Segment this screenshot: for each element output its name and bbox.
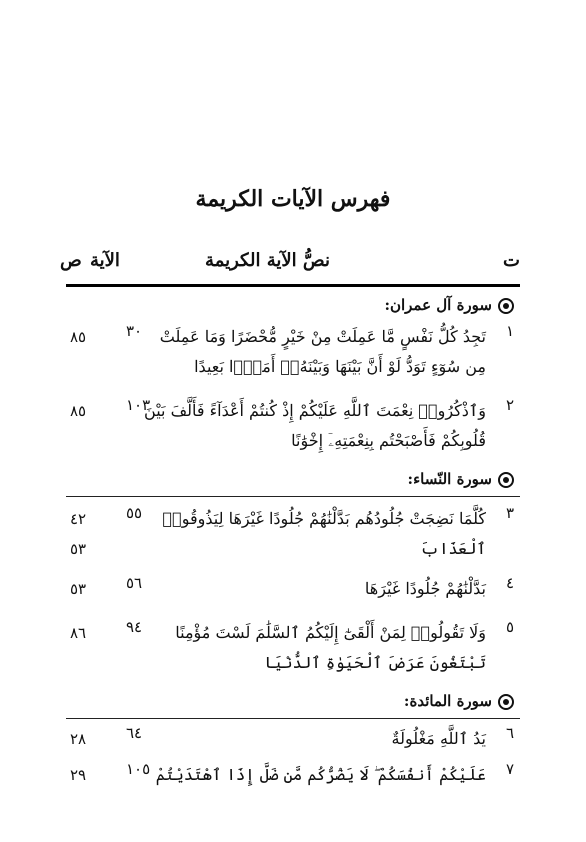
surah-name: سورة المائدة: bbox=[403, 692, 492, 710]
verse-number: ٣٠ bbox=[126, 322, 143, 340]
verse-text bbox=[144, 396, 486, 456]
verse-line: وَلَا تَقُولُوا۟ لِمَنْ أَلْقَىٰٓ إِلَيْكُمُ ٱلسَّلَٰمَ لَسْتَ مُؤْمِنًا bbox=[175, 623, 486, 642]
verse-text bbox=[155, 760, 486, 790]
verse-text bbox=[159, 322, 486, 382]
row-number: ١ bbox=[505, 322, 514, 340]
header-page: ص bbox=[60, 250, 82, 271]
row-number: ٦ bbox=[505, 724, 514, 742]
verse-number: ٦٤ bbox=[126, 724, 143, 742]
table-row bbox=[66, 574, 520, 604]
row-number: ٧ bbox=[505, 760, 514, 778]
page-number bbox=[70, 618, 86, 648]
row-number: ٤ bbox=[505, 574, 514, 592]
verse-line: عَلَيْكُمْ أَنفُسَكُمْ ۖ لَا يَضُرُّكُم مَّن ضَلَّ إِذَا ٱهْتَدَيْتُمْ bbox=[155, 765, 486, 784]
header-number: ت bbox=[503, 250, 520, 271]
page-ref: ٤٢ bbox=[70, 510, 87, 528]
verse-line: مِن سُوٓءٍ تَوَدُّ لَوْ أَنَّ بَيْنَهَا وَبَيْنَهُۥٓ أَمَدًۢا بَعِيدًا bbox=[194, 357, 486, 376]
page-ref: ٨٦ bbox=[70, 624, 87, 642]
verse-line: تَبْتَغُونَ عَرَضَ ٱلْحَيَوٰةِ ٱلدُّنْيَا bbox=[264, 653, 486, 672]
page-number bbox=[70, 724, 86, 754]
table-row bbox=[66, 396, 520, 456]
page-ref: ٥٣ bbox=[70, 540, 87, 558]
verse-line: تَجِدُ كُلُّ نَفْسٍ مَّا عَمِلَتْ مِنْ خَيْرٍ مُّحْضَرًا وَمَا عَمِلَتْ bbox=[159, 327, 486, 346]
verse-number: ٩٤ bbox=[126, 618, 143, 636]
verse-text bbox=[166, 618, 486, 678]
section-divider bbox=[66, 496, 520, 497]
surah-heading bbox=[384, 296, 514, 314]
ornament-icon bbox=[498, 472, 514, 488]
surah-name: سورة آل عمران: bbox=[384, 296, 492, 314]
table-header bbox=[60, 250, 520, 278]
page-number bbox=[70, 574, 86, 604]
verse-line: قُلُوبِكُمْ فَأَصْبَحْتُم بِنِعْمَتِهِۦٓ إِخْوَٰنًا bbox=[291, 431, 486, 450]
row-number: ٥ bbox=[505, 618, 514, 636]
header-verse-number: الآية bbox=[90, 250, 120, 271]
surah-heading bbox=[404, 692, 514, 710]
verse-number: ١٠٥ bbox=[126, 760, 151, 778]
page-number bbox=[70, 396, 86, 426]
section-divider bbox=[66, 718, 520, 719]
page-title: فهرس الآيات الكريمة bbox=[195, 186, 391, 212]
row-number: ٢ bbox=[505, 396, 514, 414]
ornament-icon bbox=[498, 694, 514, 710]
verse-number: ٥٦ bbox=[126, 574, 143, 592]
page-ref: ٢٨ bbox=[70, 730, 87, 748]
table-row bbox=[66, 322, 520, 382]
page-number bbox=[70, 760, 86, 790]
surah-name: سورة النّساء: bbox=[407, 470, 492, 488]
header-verse-text: نصُّ الآية الكريمة bbox=[205, 250, 330, 271]
verse-line: بَدَّلْنَٰهُمْ جُلُودًا غَيْرَهَا bbox=[364, 579, 486, 598]
verse-line: كُلَّمَا نَضِجَتْ جُلُودُهُم بَدَّلْنَٰهُمْ جُلُودًا غَيْرَهَا لِيَذُوقُوا۟ bbox=[162, 509, 486, 528]
verse-line: يَدُ ٱللَّهِ مَغْلُولَةٌ bbox=[391, 729, 486, 748]
verse-text bbox=[166, 574, 486, 604]
table-row bbox=[66, 618, 520, 678]
table-row bbox=[66, 760, 520, 790]
verse-number: ١٠٣ bbox=[126, 396, 151, 414]
surah-heading bbox=[408, 470, 514, 488]
page-ref: ٨٥ bbox=[70, 402, 87, 420]
page-ref: ٨٥ bbox=[70, 328, 87, 346]
page-ref: ٢٩ bbox=[70, 766, 87, 784]
verse-line: وَٱذْكُرُوا۟ نِعْمَتَ ٱللَّهِ عَلَيْكُمْ إِذْ كُنتُمْ أَعْدَآءً فَأَلَّفَ بَيْنَ bbox=[144, 401, 486, 420]
verse-number: ٥٥ bbox=[126, 504, 143, 522]
table-row bbox=[66, 504, 520, 564]
page-ref: ٥٣ bbox=[70, 580, 87, 598]
ornament-icon bbox=[498, 298, 514, 314]
verse-text bbox=[166, 724, 486, 754]
page-number bbox=[70, 322, 86, 352]
verse-text bbox=[162, 504, 486, 564]
verse-line: ٱلْعَذَابَ bbox=[420, 539, 486, 558]
row-number: ٣ bbox=[505, 504, 514, 522]
page-number bbox=[70, 504, 86, 564]
header-divider bbox=[66, 284, 520, 287]
table-row bbox=[66, 724, 520, 754]
